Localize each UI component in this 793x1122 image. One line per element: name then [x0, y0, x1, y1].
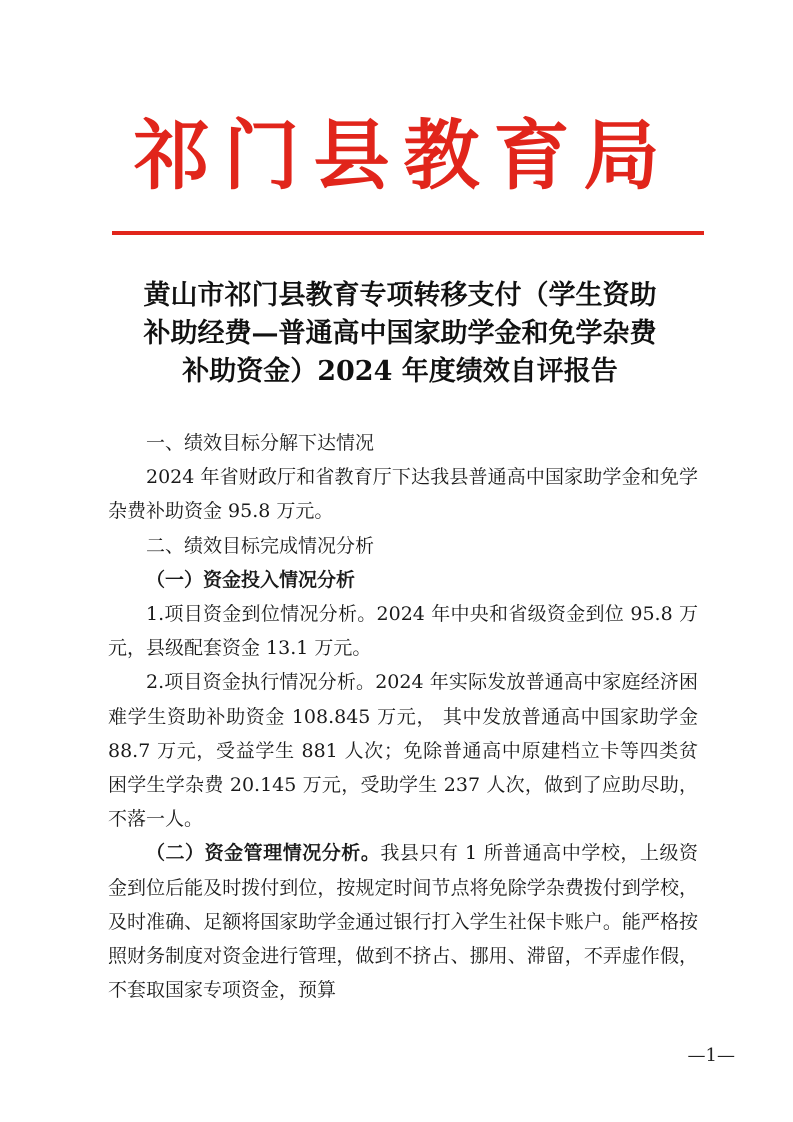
subsection-heading-1: （一）资金投入情况分析	[146, 568, 356, 591]
document-body	[108, 426, 698, 1007]
item-1-paragraph	[108, 597, 698, 665]
section-heading-2: 二、绩效目标完成情况分析	[146, 534, 375, 557]
item-1-lead: 1.项目资金到位情况分析。	[146, 603, 377, 626]
item-2-paragraph	[108, 665, 698, 836]
title-line-2: 补助经费—普通高中国家助学金和免学杂费	[143, 318, 657, 349]
item-1-text: 2024 年中央和省级资金到位 95.8 万元，县级配套资金 13.1 万元。	[108, 603, 698, 660]
title-line-1: 黄山市祁门县教育专项转移支付（学生资助	[143, 280, 657, 311]
masthead-title: 祁门县教育局	[133, 111, 674, 200]
subsection-2-lead: （二）资金管理情况分析。	[146, 842, 381, 865]
item-2-text: 2024 年实际发放普通高中家庭经济困难学生资助补助资金 108.845 万元， 其中发放普通高中国家助学金 88.7 万元，受益学生 881 人次；免除普通高中原建档立卡等四类贫困学生学杂费 20.145 万元，受助学生 237 人次，做到了应助尽助，不落一人。	[108, 671, 698, 831]
item-2-lead: 2.项目资金执行情况分析。	[146, 671, 376, 694]
masthead-red-rule	[112, 231, 704, 235]
subsection-2-text: 我县只有 1 所普通高中学校，上级资金到位后能及时拨付到位，按规定时间节点将免除学杂费拨付到学校，及时准确、足额将国家助学金通过银行打入学生社保卡账户。能严格按照财务制度对资金进行管理，做到不挤占、挪用、滞留，不弄虚作假，不套取国家专项资金，预算	[108, 842, 698, 1002]
subsection-2-paragraph	[108, 836, 698, 1007]
title-line-3: 补助资金）2024 年度绩效自评报告	[182, 356, 618, 387]
section-heading-1: 一、绩效目标分解下达情况	[146, 432, 375, 454]
section-1-paragraph: 2024 年省财政厅和省教育厅下达我县普通高中国家助学金和免学杂费补助资金 95.8 万元。	[108, 466, 698, 523]
document-title	[100, 277, 700, 391]
page-number: —1—	[687, 1045, 735, 1066]
